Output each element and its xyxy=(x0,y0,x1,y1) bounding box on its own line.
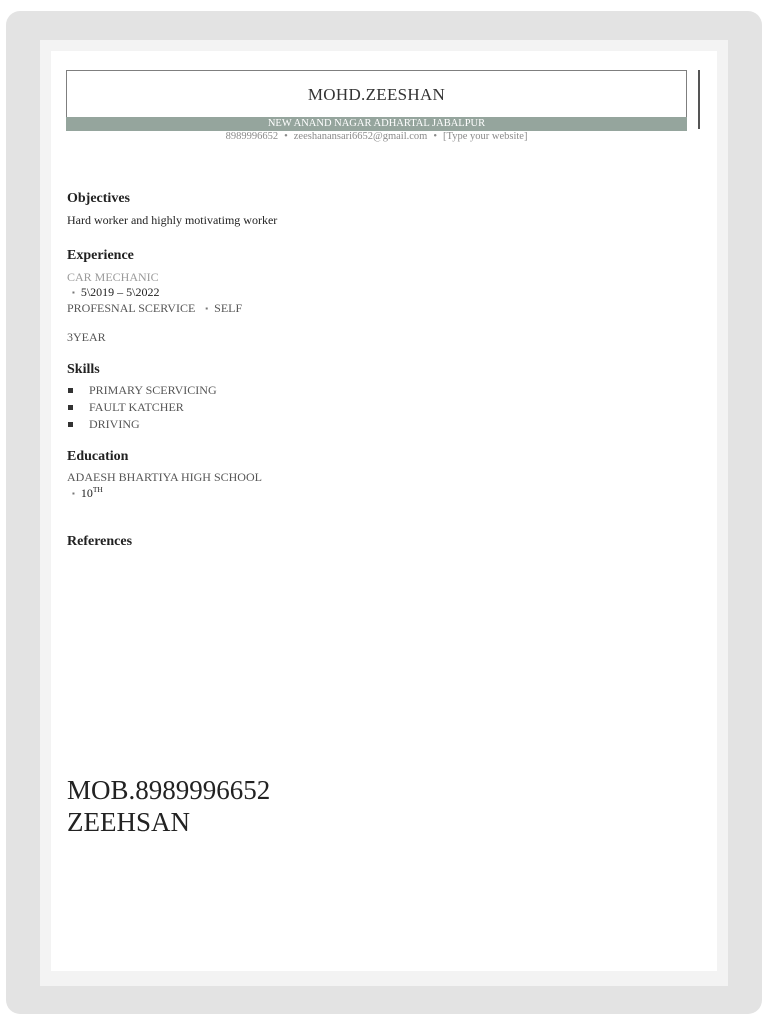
resume-page xyxy=(51,51,717,971)
square-bullet-icon xyxy=(68,405,73,410)
skill-item: FAULT KATCHER xyxy=(89,400,184,414)
skill-item: DRIVING xyxy=(89,417,140,431)
grade-suffix: TH xyxy=(92,485,103,494)
job-company-line xyxy=(67,301,242,316)
references-heading: References xyxy=(67,534,133,549)
job-title: CAR MECHANIC xyxy=(67,270,159,284)
bullet-icon: ▪ xyxy=(205,304,209,313)
school-name: ADAESH BHARTIYA HIGH SCHOOL xyxy=(67,470,262,484)
skill-item: PRIMARY SCERVICING xyxy=(89,383,217,397)
slide-frame-inner xyxy=(40,40,728,986)
grade-line xyxy=(67,485,103,501)
objectives-text: Hard worker and highly motivatimg worker xyxy=(67,213,278,227)
slide-frame xyxy=(6,11,762,1014)
address-bar: NEW ANAND NAGAR ADHARTAL JABALPUR xyxy=(66,117,687,131)
contact-separator: • xyxy=(284,131,288,142)
job-employer: SELF xyxy=(214,301,243,315)
phone-text: 8989996652 xyxy=(225,131,279,142)
education-heading: Education xyxy=(67,449,129,464)
grade-value: 10 xyxy=(80,486,93,500)
job-dates: 5\2019 – 5\2022 xyxy=(80,285,160,299)
job-duration: 3YEAR xyxy=(67,330,106,344)
header-box xyxy=(66,70,687,130)
skills-heading: Skills xyxy=(67,362,100,377)
experience-heading: Experience xyxy=(67,248,134,263)
objectives-heading: Objectives xyxy=(67,191,130,206)
website-text: [Type your website] xyxy=(443,131,528,142)
square-bullet-icon xyxy=(68,388,73,393)
contact-separator: • xyxy=(433,131,438,142)
email-text: zeeshanansari6652@gmail.com xyxy=(293,131,428,142)
bullet-icon: ▪ xyxy=(72,288,75,297)
footer-name: ZEEHSAN xyxy=(67,807,190,837)
job-dates-line xyxy=(67,285,160,300)
job-company: PROFESNAL SCERVICE xyxy=(67,301,196,315)
candidate-name: MOHD.ZEESHAN xyxy=(307,85,446,104)
header-side-rule xyxy=(698,70,700,129)
contact-line xyxy=(66,131,687,142)
footer-mobile: MOB.8989996652 xyxy=(67,775,271,805)
square-bullet-icon xyxy=(68,422,73,427)
bullet-icon: ▪ xyxy=(72,489,75,498)
